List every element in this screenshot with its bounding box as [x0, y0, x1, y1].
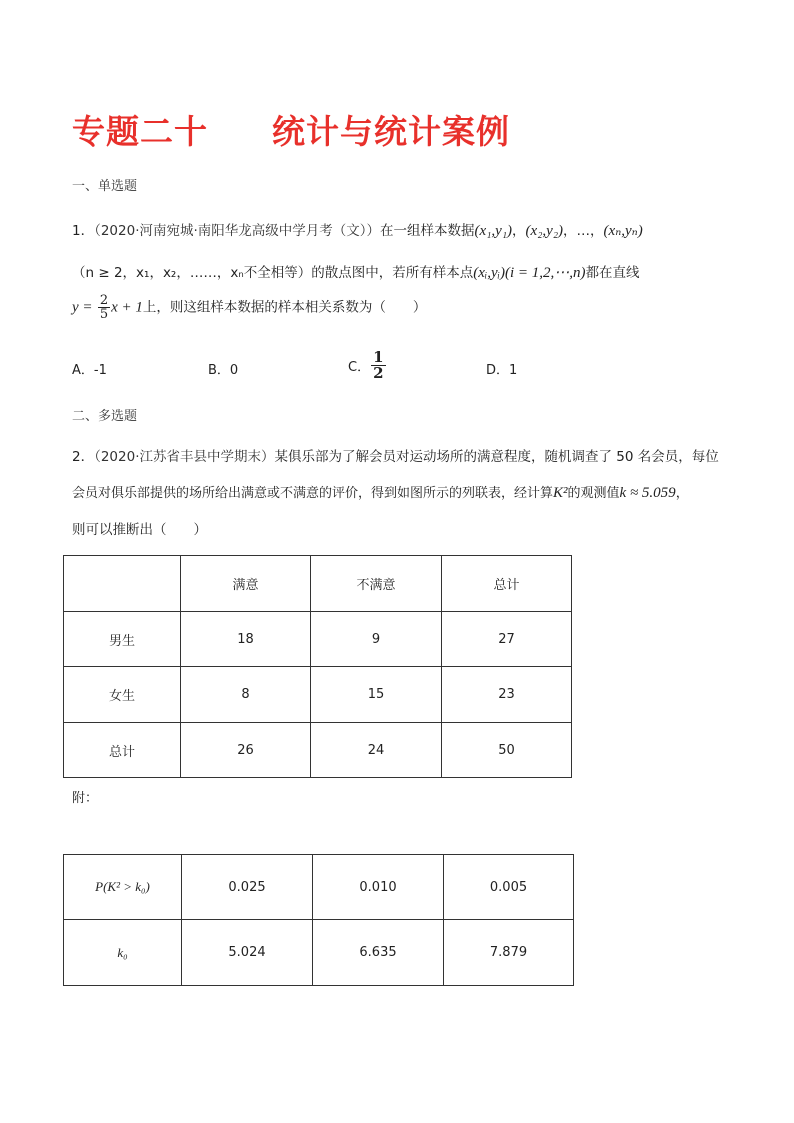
title-topic: 专题二十 [72, 112, 208, 151]
q2-k-value: k ≈ 5.059 [619, 485, 676, 501]
q1-text-d: 上，则这组样本数据的样本相关系数为（ ） [142, 299, 427, 316]
table-header-cell: 满意 [181, 556, 311, 612]
table-header-cell: 不满意 [311, 556, 442, 612]
table-header-row [64, 556, 572, 612]
section-heading-single-choice: 一、单选题 [72, 179, 138, 194]
table-cell: 18 [181, 612, 311, 667]
q1-equation-rhs: x + 1 [111, 299, 143, 316]
q1-option-c-numerator: 1 [373, 348, 384, 366]
table-cell: 24 [311, 723, 442, 778]
q1-point-n: (xₙ,yₙ) [603, 223, 643, 239]
table-row [64, 612, 572, 667]
table-cell: 0.025 [182, 855, 313, 920]
table-cell: 0.005 [444, 855, 574, 920]
table-cell: 9 [311, 612, 442, 667]
table-row [64, 855, 574, 920]
table-cell: 女生 [64, 667, 181, 723]
q1-fraction-numerator: 2 [99, 293, 109, 308]
q1-option-d[interactable]: D．1 [486, 363, 518, 378]
q2-text-2b: 的观测值 [567, 486, 620, 501]
q2-line-1 [72, 445, 719, 465]
q1-number: 1． [72, 223, 95, 239]
q1-option-c-denominator: 2 [373, 364, 384, 382]
table-cell: 50 [442, 723, 572, 778]
table-cell: 27 [442, 612, 572, 667]
q1-point-2: (x₂,y₂) [525, 223, 564, 239]
page-title [72, 106, 510, 153]
critical-value-table [63, 854, 574, 986]
table-row [64, 920, 574, 986]
table-header-cell: 总计 [442, 556, 572, 612]
table-row [64, 667, 572, 723]
q1-text-c: 都在直线 [585, 265, 640, 281]
q2-text-1: 某俱乐部为了解会员对运动场所的满意程度，随机调查了 50 名会员，每位 [274, 449, 719, 465]
q1-condition: （n ≥ 2，x₁，x₂，……，xₙ不全相等） [72, 265, 312, 281]
q1-option-c-fraction [371, 350, 385, 381]
q1-equation-lhs: y = [72, 299, 93, 316]
table-cell: 8 [181, 667, 311, 723]
q2-line-3: 则可以推断出（ ） [72, 522, 207, 538]
table-cell: 男生 [64, 612, 181, 667]
q1-option-a[interactable]: A．-1 [72, 363, 107, 378]
q1-fraction-denominator: 5 [99, 307, 109, 322]
q2-text-2a: 会员对俱乐部提供的场所给出满意或不满意的评价，得到如图所示的列联表，经计算 [72, 486, 554, 501]
q1-line-1: 1．（2020·河南宛城·南阳华龙高级中学月考（文））在一组样本数据(x₁,y₁)，(x₂,y₂)，…，(xₙ,yₙ) [72, 223, 643, 239]
appendix-label: 附： [72, 791, 99, 806]
table-row [64, 723, 572, 778]
q1-option-c[interactable] [348, 350, 387, 381]
table-cell: 26 [181, 723, 311, 778]
table-cell: 总计 [64, 723, 181, 778]
q1-source: （2020·河南宛城·南阳华龙高级中学月考（文）） [94, 223, 381, 239]
q1-option-b[interactable]: B．0 [208, 363, 239, 378]
table-cell: 23 [442, 667, 572, 723]
table-header-cell [64, 556, 181, 612]
q1-point-1: (x₁,y₁) [474, 223, 513, 239]
q1-text-b: 的散点图中，若所有样本点 [311, 265, 474, 281]
q2-text-2-end: ， [675, 486, 689, 501]
section-heading-multiple-choice: 二、多选题 [72, 409, 138, 424]
title-subject: 统计与统计案例 [272, 112, 510, 151]
q1-dots: …， [576, 223, 604, 239]
q1-point-i: (xᵢ,yᵢ)(i = 1,2,⋯,n) [473, 265, 586, 281]
q1-text-a: 在一组样本数据 [380, 223, 475, 239]
table-cell: 6.635 [313, 920, 444, 986]
q2-number: 2． [72, 449, 95, 465]
q2-line-2 [72, 482, 689, 502]
table-cell: 0.010 [313, 855, 444, 920]
table-cell: 7.879 [444, 920, 574, 986]
table-cell: 15 [311, 667, 442, 723]
q1-line-2 [72, 261, 640, 282]
table-cell: 5.024 [182, 920, 313, 986]
q2-source: （2020·江苏省丰县中学期末） [94, 449, 275, 465]
q1-option-c-label: C． [348, 360, 371, 375]
q1-line-3 [72, 294, 426, 321]
probability-label: P(K² > k₀) [64, 855, 182, 920]
k0-label: k₀ [64, 920, 182, 986]
q1-equation-fraction [98, 294, 110, 321]
contingency-table [63, 555, 572, 778]
q2-k-squared: K² [553, 485, 568, 501]
